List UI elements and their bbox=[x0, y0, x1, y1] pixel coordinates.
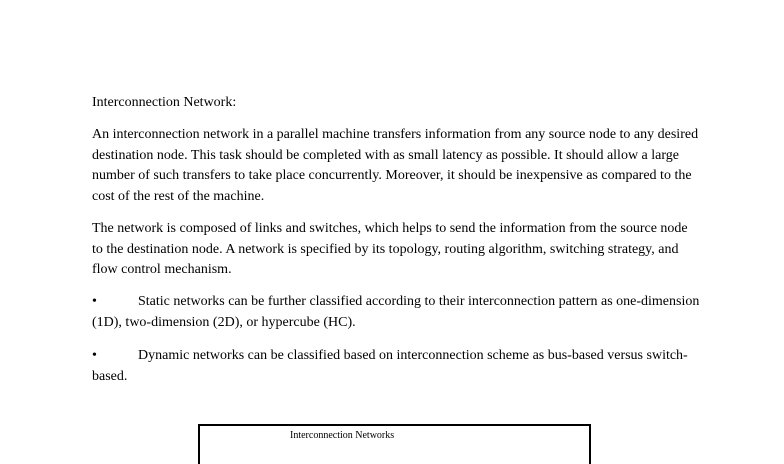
paragraph-network-composition: The network is composed of links and switches, which helps to send the information from the source node to the destination node. A network is specified by its topology, routing algorithm, switching strategy, and flow control mechanism. bbox=[92, 221, 688, 277]
paragraph-interconnection-definition: An interconnection network in a parallel machine transfers information from any source node to any desired destination node. This task should be completed with as small latency as possible. It should allow a large number of such transfers to take place concurrently. Moreover, it should be inexpensive as compared to the cost of the rest of the machine. bbox=[92, 127, 699, 204]
bullet-text: Dynamic networks can be classified based on interconnection scheme as bus-based versus switch-based. bbox=[92, 348, 688, 384]
section-heading: Interconnection Network: bbox=[92, 95, 237, 110]
bullet-text: Static networks can be further classified according to their interconnection pattern as one-dimension (1D), two-dimension (2D), or hypercube (HC). bbox=[92, 294, 700, 330]
figure-frame bbox=[198, 424, 591, 464]
bullet-static-networks bbox=[92, 292, 702, 333]
bullet-marker: • bbox=[92, 294, 97, 309]
figure-title: Interconnection Networks bbox=[290, 430, 395, 441]
bullet-dynamic-networks bbox=[92, 346, 702, 387]
bullet-marker: • bbox=[92, 348, 97, 363]
